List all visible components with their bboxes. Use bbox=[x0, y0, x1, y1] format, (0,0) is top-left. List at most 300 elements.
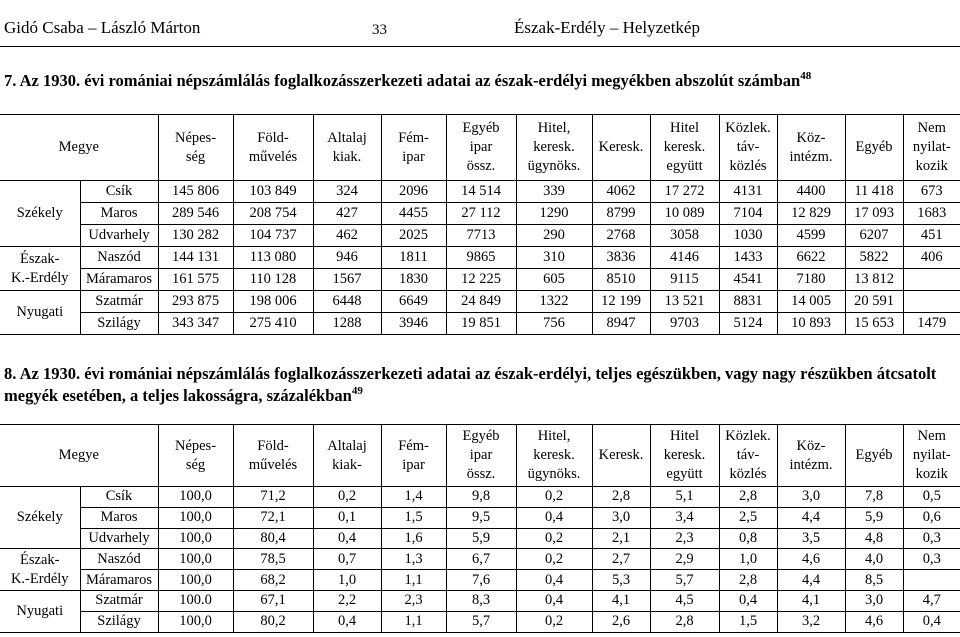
table-cell: 5,7 bbox=[446, 611, 516, 632]
table-cell: 1290 bbox=[516, 203, 592, 225]
table-cell: 5,1 bbox=[650, 487, 719, 508]
column-header-foldmuveles-line: művelés bbox=[248, 148, 298, 165]
table-cell: 10 089 bbox=[650, 203, 719, 225]
group-label-nyugati: Nyugati bbox=[0, 590, 80, 632]
column-header-femipar-line: Fém- bbox=[398, 437, 429, 454]
table-cell: 9115 bbox=[650, 269, 719, 291]
column-header-kozlek-line: táv- bbox=[736, 139, 760, 155]
column-header-nepesseg-line: Népes- bbox=[174, 129, 217, 146]
table-cell: 0,3 bbox=[903, 528, 960, 549]
table-cell: 4,6 bbox=[777, 549, 845, 570]
table2-header-row bbox=[0, 425, 960, 487]
page-header bbox=[0, 0, 960, 48]
table-cell: 9,5 bbox=[446, 507, 516, 528]
table-cell: 4,1 bbox=[592, 590, 650, 611]
table-cell: 12 225 bbox=[446, 269, 516, 291]
table-cell: 2768 bbox=[592, 225, 650, 247]
county-name: Máramaros bbox=[80, 570, 158, 591]
table-cell: 1,0 bbox=[313, 570, 381, 591]
table-row bbox=[0, 269, 960, 291]
table-cell: 1,4 bbox=[381, 487, 446, 508]
column-header-kozlek-line: Közlek. bbox=[725, 120, 771, 136]
table-row bbox=[0, 313, 960, 335]
group-label-eszak-line: K.-Erdély bbox=[10, 570, 69, 587]
table-cell: 100,0 bbox=[158, 507, 233, 528]
county-name: Udvarhely bbox=[80, 225, 158, 247]
page-number: 33 bbox=[372, 22, 387, 38]
table-cell: 8,3 bbox=[446, 590, 516, 611]
table-cell: 72,1 bbox=[233, 507, 313, 528]
table-cell: 2,6 bbox=[592, 611, 650, 632]
table-cell: 80,4 bbox=[233, 528, 313, 549]
table-cell: 6448 bbox=[313, 291, 381, 313]
column-header-hitel bbox=[516, 115, 592, 181]
column-header-altalaj-line: kiak- bbox=[332, 456, 362, 473]
table-cell: 3,4 bbox=[650, 507, 719, 528]
table2 bbox=[0, 424, 960, 633]
county-name: Naszód bbox=[80, 549, 158, 570]
column-header-femipar-line: ipar bbox=[402, 148, 425, 165]
table-cell: 13 521 bbox=[650, 291, 719, 313]
table-cell: 161 575 bbox=[158, 269, 233, 291]
table-cell: 2,1 bbox=[592, 528, 650, 549]
table-cell: 100,0 bbox=[158, 570, 233, 591]
column-header-kozintezm bbox=[777, 425, 845, 487]
column-header-nepesseg-line: Népes- bbox=[174, 437, 217, 454]
table-cell: 67,1 bbox=[233, 590, 313, 611]
table-cell: 144 131 bbox=[158, 247, 233, 269]
table-cell: 1479 bbox=[903, 313, 960, 335]
table-cell: 605 bbox=[516, 269, 592, 291]
table-cell: 110 128 bbox=[233, 269, 313, 291]
table1-header-row bbox=[0, 115, 960, 181]
table-cell: 0,2 bbox=[516, 487, 592, 508]
table-cell: 104 737 bbox=[233, 225, 313, 247]
table-cell: 208 754 bbox=[233, 203, 313, 225]
table-row bbox=[0, 590, 960, 611]
table-cell: 1811 bbox=[381, 247, 446, 269]
table-cell: 1,6 bbox=[381, 528, 446, 549]
table-cell: 4,8 bbox=[845, 528, 903, 549]
table-cell: 946 bbox=[313, 247, 381, 269]
table-cell: 103 849 bbox=[233, 181, 313, 203]
table-cell: 9703 bbox=[650, 313, 719, 335]
county-name: Udvarhely bbox=[80, 528, 158, 549]
column-header-foldmuveles-line: Föld- bbox=[257, 437, 289, 454]
column-header-kozlek bbox=[719, 115, 777, 181]
table-cell: 343 347 bbox=[158, 313, 233, 335]
table-cell: 17 093 bbox=[845, 203, 903, 225]
county-name: Maros bbox=[80, 507, 158, 528]
table-cell: 4,1 bbox=[777, 590, 845, 611]
table-cell: 2,9 bbox=[650, 549, 719, 570]
column-header-nem-nyilatkozik-line: Nem bbox=[917, 428, 946, 444]
column-header-egyeb-line: Egyéb bbox=[855, 447, 893, 463]
county-name: Szilágy bbox=[80, 611, 158, 632]
table-row bbox=[0, 247, 960, 269]
table-cell: 27 112 bbox=[446, 203, 516, 225]
table-cell: 4455 bbox=[381, 203, 446, 225]
table-cell bbox=[903, 269, 960, 291]
table-cell: 7180 bbox=[777, 269, 845, 291]
table-cell: 68,2 bbox=[233, 570, 313, 591]
table-row bbox=[0, 570, 960, 591]
column-header-femipar-line: Fém- bbox=[398, 129, 429, 146]
table-cell: 4,4 bbox=[777, 570, 845, 591]
table-cell: 2,8 bbox=[650, 611, 719, 632]
column-header-hitel-keresk bbox=[650, 115, 719, 181]
table2-caption-text: 8. Az 1930. évi romániai népszámlálás foglalkozásszerkezeti adatai az észak-erdélyi, teljes egészükben, vagy nagy részükben átcsatolt megyék esetében, a teljes lakosságra, százalékban bbox=[4, 364, 937, 405]
table-cell: 289 546 bbox=[158, 203, 233, 225]
table-cell: 3,5 bbox=[777, 528, 845, 549]
table-cell: 0,7 bbox=[313, 549, 381, 570]
table-cell: 4599 bbox=[777, 225, 845, 247]
table-cell: 8510 bbox=[592, 269, 650, 291]
table-cell: 15 653 bbox=[845, 313, 903, 335]
table1-caption bbox=[4, 70, 954, 92]
table-cell: 1,3 bbox=[381, 549, 446, 570]
column-header-foldmuveles-line: Föld- bbox=[257, 129, 289, 146]
column-header-egyeb-ipar-line: ipar bbox=[469, 139, 493, 155]
table-cell: 4131 bbox=[719, 181, 777, 203]
table-cell: 113 080 bbox=[233, 247, 313, 269]
table-cell: 3836 bbox=[592, 247, 650, 269]
table-cell: 756 bbox=[516, 313, 592, 335]
column-header-kozlek-line: közlés bbox=[729, 466, 767, 482]
table-row bbox=[0, 611, 960, 632]
table-cell: 406 bbox=[903, 247, 960, 269]
column-header-nepesseg-line: ség bbox=[185, 456, 206, 473]
table-cell: 324 bbox=[313, 181, 381, 203]
table2-caption bbox=[4, 363, 954, 407]
column-header-keresk bbox=[592, 115, 650, 181]
table-row bbox=[0, 549, 960, 570]
table-cell: 2,3 bbox=[650, 528, 719, 549]
table-cell: 1322 bbox=[516, 291, 592, 313]
table-cell: 1030 bbox=[719, 225, 777, 247]
column-header-altalaj-line: kiak. bbox=[332, 148, 362, 165]
table-cell: 2,8 bbox=[719, 570, 777, 591]
table-cell: 0,5 bbox=[903, 487, 960, 508]
table-cell: 2,5 bbox=[719, 507, 777, 528]
table-cell: 275 410 bbox=[233, 313, 313, 335]
table-cell: 0,4 bbox=[516, 507, 592, 528]
table1-footnote: 48 bbox=[800, 70, 812, 82]
table-cell: 293 875 bbox=[158, 291, 233, 313]
table-row bbox=[0, 291, 960, 313]
table-cell: 0,4 bbox=[719, 590, 777, 611]
column-header-altalaj-line: Altalaj bbox=[327, 129, 367, 146]
table-cell: 1,5 bbox=[381, 507, 446, 528]
table-cell: 5,9 bbox=[446, 528, 516, 549]
table-cell: 3946 bbox=[381, 313, 446, 335]
table-cell: 4,7 bbox=[903, 590, 960, 611]
table-cell: 9865 bbox=[446, 247, 516, 269]
table-row bbox=[0, 507, 960, 528]
table-cell: 2,8 bbox=[719, 487, 777, 508]
county-name: Szatmár bbox=[80, 590, 158, 611]
table-cell: 427 bbox=[313, 203, 381, 225]
table-cell: 1,1 bbox=[381, 611, 446, 632]
column-header-femipar bbox=[381, 115, 446, 181]
table-row bbox=[0, 203, 960, 225]
table-cell: 71,2 bbox=[233, 487, 313, 508]
column-header-nem-nyilatkozik-line: nyilat- bbox=[912, 139, 951, 155]
column-header-egyeb-ipar-line: össz. bbox=[466, 466, 496, 482]
table-cell: 100,0 bbox=[158, 611, 233, 632]
table-cell: 0,2 bbox=[516, 549, 592, 570]
column-header-hitel-line: ügynöks. bbox=[527, 158, 581, 174]
table-cell bbox=[903, 570, 960, 591]
table-cell: 462 bbox=[313, 225, 381, 247]
table-cell: 0,4 bbox=[903, 611, 960, 632]
table-cell: 19 851 bbox=[446, 313, 516, 335]
table-cell bbox=[903, 291, 960, 313]
table-cell: 12 829 bbox=[777, 203, 845, 225]
county-name: Naszód bbox=[80, 247, 158, 269]
table-cell: 14 005 bbox=[777, 291, 845, 313]
table-cell: 11 418 bbox=[845, 181, 903, 203]
table-cell: 8831 bbox=[719, 291, 777, 313]
column-header-hitel-keresk-line: keresk. bbox=[663, 447, 706, 463]
column-header-hitel-keresk-line: együtt bbox=[666, 158, 703, 174]
table-cell: 6622 bbox=[777, 247, 845, 269]
column-header-kozlek-line: táv- bbox=[736, 447, 760, 463]
table-cell: 0,4 bbox=[516, 570, 592, 591]
table-cell: 145 806 bbox=[158, 181, 233, 203]
table-cell: 0,2 bbox=[516, 611, 592, 632]
table-cell: 4400 bbox=[777, 181, 845, 203]
table-cell: 0,1 bbox=[313, 507, 381, 528]
column-header-nepesseg bbox=[158, 425, 233, 487]
table-cell: 8,5 bbox=[845, 570, 903, 591]
column-header-kozintezm-line: intézm. bbox=[789, 456, 833, 473]
column-header-keresk bbox=[592, 425, 650, 487]
column-header-nem-nyilatkozik-line: Nem bbox=[917, 120, 946, 136]
table-cell: 451 bbox=[903, 225, 960, 247]
table-cell: 2,2 bbox=[313, 590, 381, 611]
table-cell: 3,0 bbox=[777, 487, 845, 508]
header-authors: Gidó Csaba – László Márton bbox=[4, 18, 201, 37]
column-header-egyeb-ipar-line: össz. bbox=[466, 158, 496, 174]
column-header-hitel-line: Hitel, bbox=[537, 120, 571, 136]
column-header-nem-nyilatkozik bbox=[903, 425, 960, 487]
table-cell: 3058 bbox=[650, 225, 719, 247]
column-header-hitel-line: keresk. bbox=[533, 447, 575, 463]
table-cell: 1,5 bbox=[719, 611, 777, 632]
header-rule bbox=[0, 46, 960, 47]
column-header-nem-nyilatkozik-line: nyilat- bbox=[912, 447, 951, 463]
column-header-egyeb-line: Egyéb bbox=[855, 139, 893, 155]
column-header-foldmuveles bbox=[233, 425, 313, 487]
table-cell: 100,0 bbox=[158, 487, 233, 508]
table-cell: 290 bbox=[516, 225, 592, 247]
table-cell: 310 bbox=[516, 247, 592, 269]
group-label-eszak bbox=[0, 247, 80, 291]
table-cell: 7713 bbox=[446, 225, 516, 247]
column-header-nepesseg bbox=[158, 115, 233, 181]
column-header-nepesseg-line: ség bbox=[185, 148, 206, 165]
column-header-megye: Megye bbox=[0, 115, 158, 181]
column-header-foldmuveles bbox=[233, 115, 313, 181]
county-name: Csík bbox=[80, 487, 158, 508]
table-cell: 3,0 bbox=[592, 507, 650, 528]
table-cell: 13 812 bbox=[845, 269, 903, 291]
table2-footnote: 49 bbox=[351, 385, 363, 397]
column-header-egyeb-ipar-line: Egyéb bbox=[462, 428, 500, 444]
column-header-egyeb-ipar bbox=[446, 115, 516, 181]
table-cell: 1567 bbox=[313, 269, 381, 291]
table-cell: 0,4 bbox=[516, 590, 592, 611]
group-label-eszak-line: Észak- bbox=[20, 551, 60, 568]
group-label-szekely: Székely bbox=[0, 181, 80, 247]
column-header-nem-nyilatkozik-line: kozik bbox=[915, 158, 948, 174]
table-cell: 673 bbox=[903, 181, 960, 203]
table-cell: 4146 bbox=[650, 247, 719, 269]
table-cell: 20 591 bbox=[845, 291, 903, 313]
table-cell: 5822 bbox=[845, 247, 903, 269]
table-cell: 6,7 bbox=[446, 549, 516, 570]
group-label-nyugati: Nyugati bbox=[0, 291, 80, 335]
table-cell: 1830 bbox=[381, 269, 446, 291]
table-cell: 4,0 bbox=[845, 549, 903, 570]
table-cell: 0,2 bbox=[516, 528, 592, 549]
column-header-egyeb bbox=[845, 115, 903, 181]
county-name: Maros bbox=[80, 203, 158, 225]
table-cell: 100.0 bbox=[158, 590, 233, 611]
table-cell: 1,0 bbox=[719, 549, 777, 570]
table-cell: 2025 bbox=[381, 225, 446, 247]
column-header-femipar-line: ipar bbox=[402, 456, 425, 473]
table-cell: 100,0 bbox=[158, 549, 233, 570]
table-cell: 10 893 bbox=[777, 313, 845, 335]
table-cell: 78,5 bbox=[233, 549, 313, 570]
table-cell: 198 006 bbox=[233, 291, 313, 313]
table-cell: 0,8 bbox=[719, 528, 777, 549]
column-header-nem-nyilatkozik-line: kozik bbox=[915, 466, 948, 482]
table-cell: 2096 bbox=[381, 181, 446, 203]
column-header-hitel-line: keresk. bbox=[533, 139, 575, 155]
group-label-eszak-line: Észak- bbox=[20, 250, 60, 267]
table-cell: 0,2 bbox=[313, 487, 381, 508]
table-cell: 5,3 bbox=[592, 570, 650, 591]
table-row bbox=[0, 181, 960, 203]
column-header-kozintezm-line: intézm. bbox=[789, 148, 833, 165]
table-cell: 3,0 bbox=[845, 590, 903, 611]
county-name: Máramaros bbox=[80, 269, 158, 291]
column-header-kozintezm-line: Köz- bbox=[796, 129, 826, 146]
column-header-altalaj-line: Altalaj bbox=[327, 437, 367, 454]
table-cell: 24 849 bbox=[446, 291, 516, 313]
group-label-eszak-line: K.-Erdély bbox=[10, 269, 69, 286]
column-header-megye: Megye bbox=[0, 425, 158, 487]
column-header-kozlek-line: közlés bbox=[729, 158, 767, 174]
running-title: Észak-Erdély – Helyzetkép bbox=[514, 18, 700, 37]
column-header-hitel-line: ügynöks. bbox=[527, 466, 581, 482]
table-cell: 2,8 bbox=[592, 487, 650, 508]
column-header-hitel-keresk bbox=[650, 425, 719, 487]
table1 bbox=[0, 114, 960, 335]
column-header-keresk-line: Keresk. bbox=[598, 447, 644, 463]
table-cell: 0,4 bbox=[313, 528, 381, 549]
column-header-hitel-keresk-line: Hitel bbox=[670, 428, 700, 444]
table-cell: 130 282 bbox=[158, 225, 233, 247]
table-cell: 5,7 bbox=[650, 570, 719, 591]
group-label-eszak bbox=[0, 549, 80, 591]
column-header-hitel bbox=[516, 425, 592, 487]
table-cell: 12 199 bbox=[592, 291, 650, 313]
column-header-kozintezm bbox=[777, 115, 845, 181]
table-cell: 1288 bbox=[313, 313, 381, 335]
table-cell: 0,6 bbox=[903, 507, 960, 528]
table-cell: 1,1 bbox=[381, 570, 446, 591]
column-header-foldmuveles-line: művelés bbox=[248, 456, 298, 473]
column-header-egyeb-ipar bbox=[446, 425, 516, 487]
county-name: Szatmár bbox=[80, 291, 158, 313]
table-row bbox=[0, 225, 960, 247]
column-header-hitel-line: Hitel, bbox=[537, 428, 571, 444]
column-header-hitel-keresk-line: Hitel bbox=[670, 120, 700, 136]
column-header-altalaj bbox=[313, 115, 381, 181]
column-header-femipar bbox=[381, 425, 446, 487]
table-cell: 5124 bbox=[719, 313, 777, 335]
table-cell: 7104 bbox=[719, 203, 777, 225]
table-cell: 4,4 bbox=[777, 507, 845, 528]
table-cell: 100,0 bbox=[158, 528, 233, 549]
table-cell: 8947 bbox=[592, 313, 650, 335]
column-header-kozlek-line: Közlek. bbox=[725, 428, 771, 444]
column-header-egyeb-ipar-line: Egyéb bbox=[462, 120, 500, 136]
column-header-hitel-keresk-line: keresk. bbox=[663, 139, 706, 155]
table-row bbox=[0, 528, 960, 549]
table-cell: 5,9 bbox=[845, 507, 903, 528]
table-cell: 7,6 bbox=[446, 570, 516, 591]
table-cell: 339 bbox=[516, 181, 592, 203]
table-cell: 2,3 bbox=[381, 590, 446, 611]
table-cell: 4,5 bbox=[650, 590, 719, 611]
table-cell: 80,2 bbox=[233, 611, 313, 632]
table-cell: 8799 bbox=[592, 203, 650, 225]
table-cell: 6649 bbox=[381, 291, 446, 313]
county-name: Szilágy bbox=[80, 313, 158, 335]
table-row bbox=[0, 487, 960, 508]
column-header-kozlek bbox=[719, 425, 777, 487]
table-cell: 2,7 bbox=[592, 549, 650, 570]
table-cell: 0,4 bbox=[313, 611, 381, 632]
table-cell: 4062 bbox=[592, 181, 650, 203]
column-header-hitel-keresk-line: együtt bbox=[666, 466, 703, 482]
table-cell: 1683 bbox=[903, 203, 960, 225]
column-header-nem-nyilatkozik bbox=[903, 115, 960, 181]
column-header-kozintezm-line: Köz- bbox=[796, 437, 826, 454]
table-cell: 4,6 bbox=[845, 611, 903, 632]
table-cell: 4541 bbox=[719, 269, 777, 291]
table-cell: 14 514 bbox=[446, 181, 516, 203]
table1-caption-text: 7. Az 1930. évi romániai népszámlálás foglalkozásszerkezeti adatai az észak-erdélyi megyékben abszolút számban bbox=[4, 71, 801, 90]
county-name: Csík bbox=[80, 181, 158, 203]
table-cell: 7,8 bbox=[845, 487, 903, 508]
table-cell: 17 272 bbox=[650, 181, 719, 203]
table-cell: 9,8 bbox=[446, 487, 516, 508]
table-cell: 6207 bbox=[845, 225, 903, 247]
group-label-szekely: Székely bbox=[0, 487, 80, 549]
table-cell: 3,2 bbox=[777, 611, 845, 632]
column-header-keresk-line: Keresk. bbox=[598, 139, 644, 155]
column-header-altalaj bbox=[313, 425, 381, 487]
column-header-egyeb bbox=[845, 425, 903, 487]
table-cell: 0,3 bbox=[903, 549, 960, 570]
column-header-egyeb-ipar-line: ipar bbox=[469, 447, 493, 463]
